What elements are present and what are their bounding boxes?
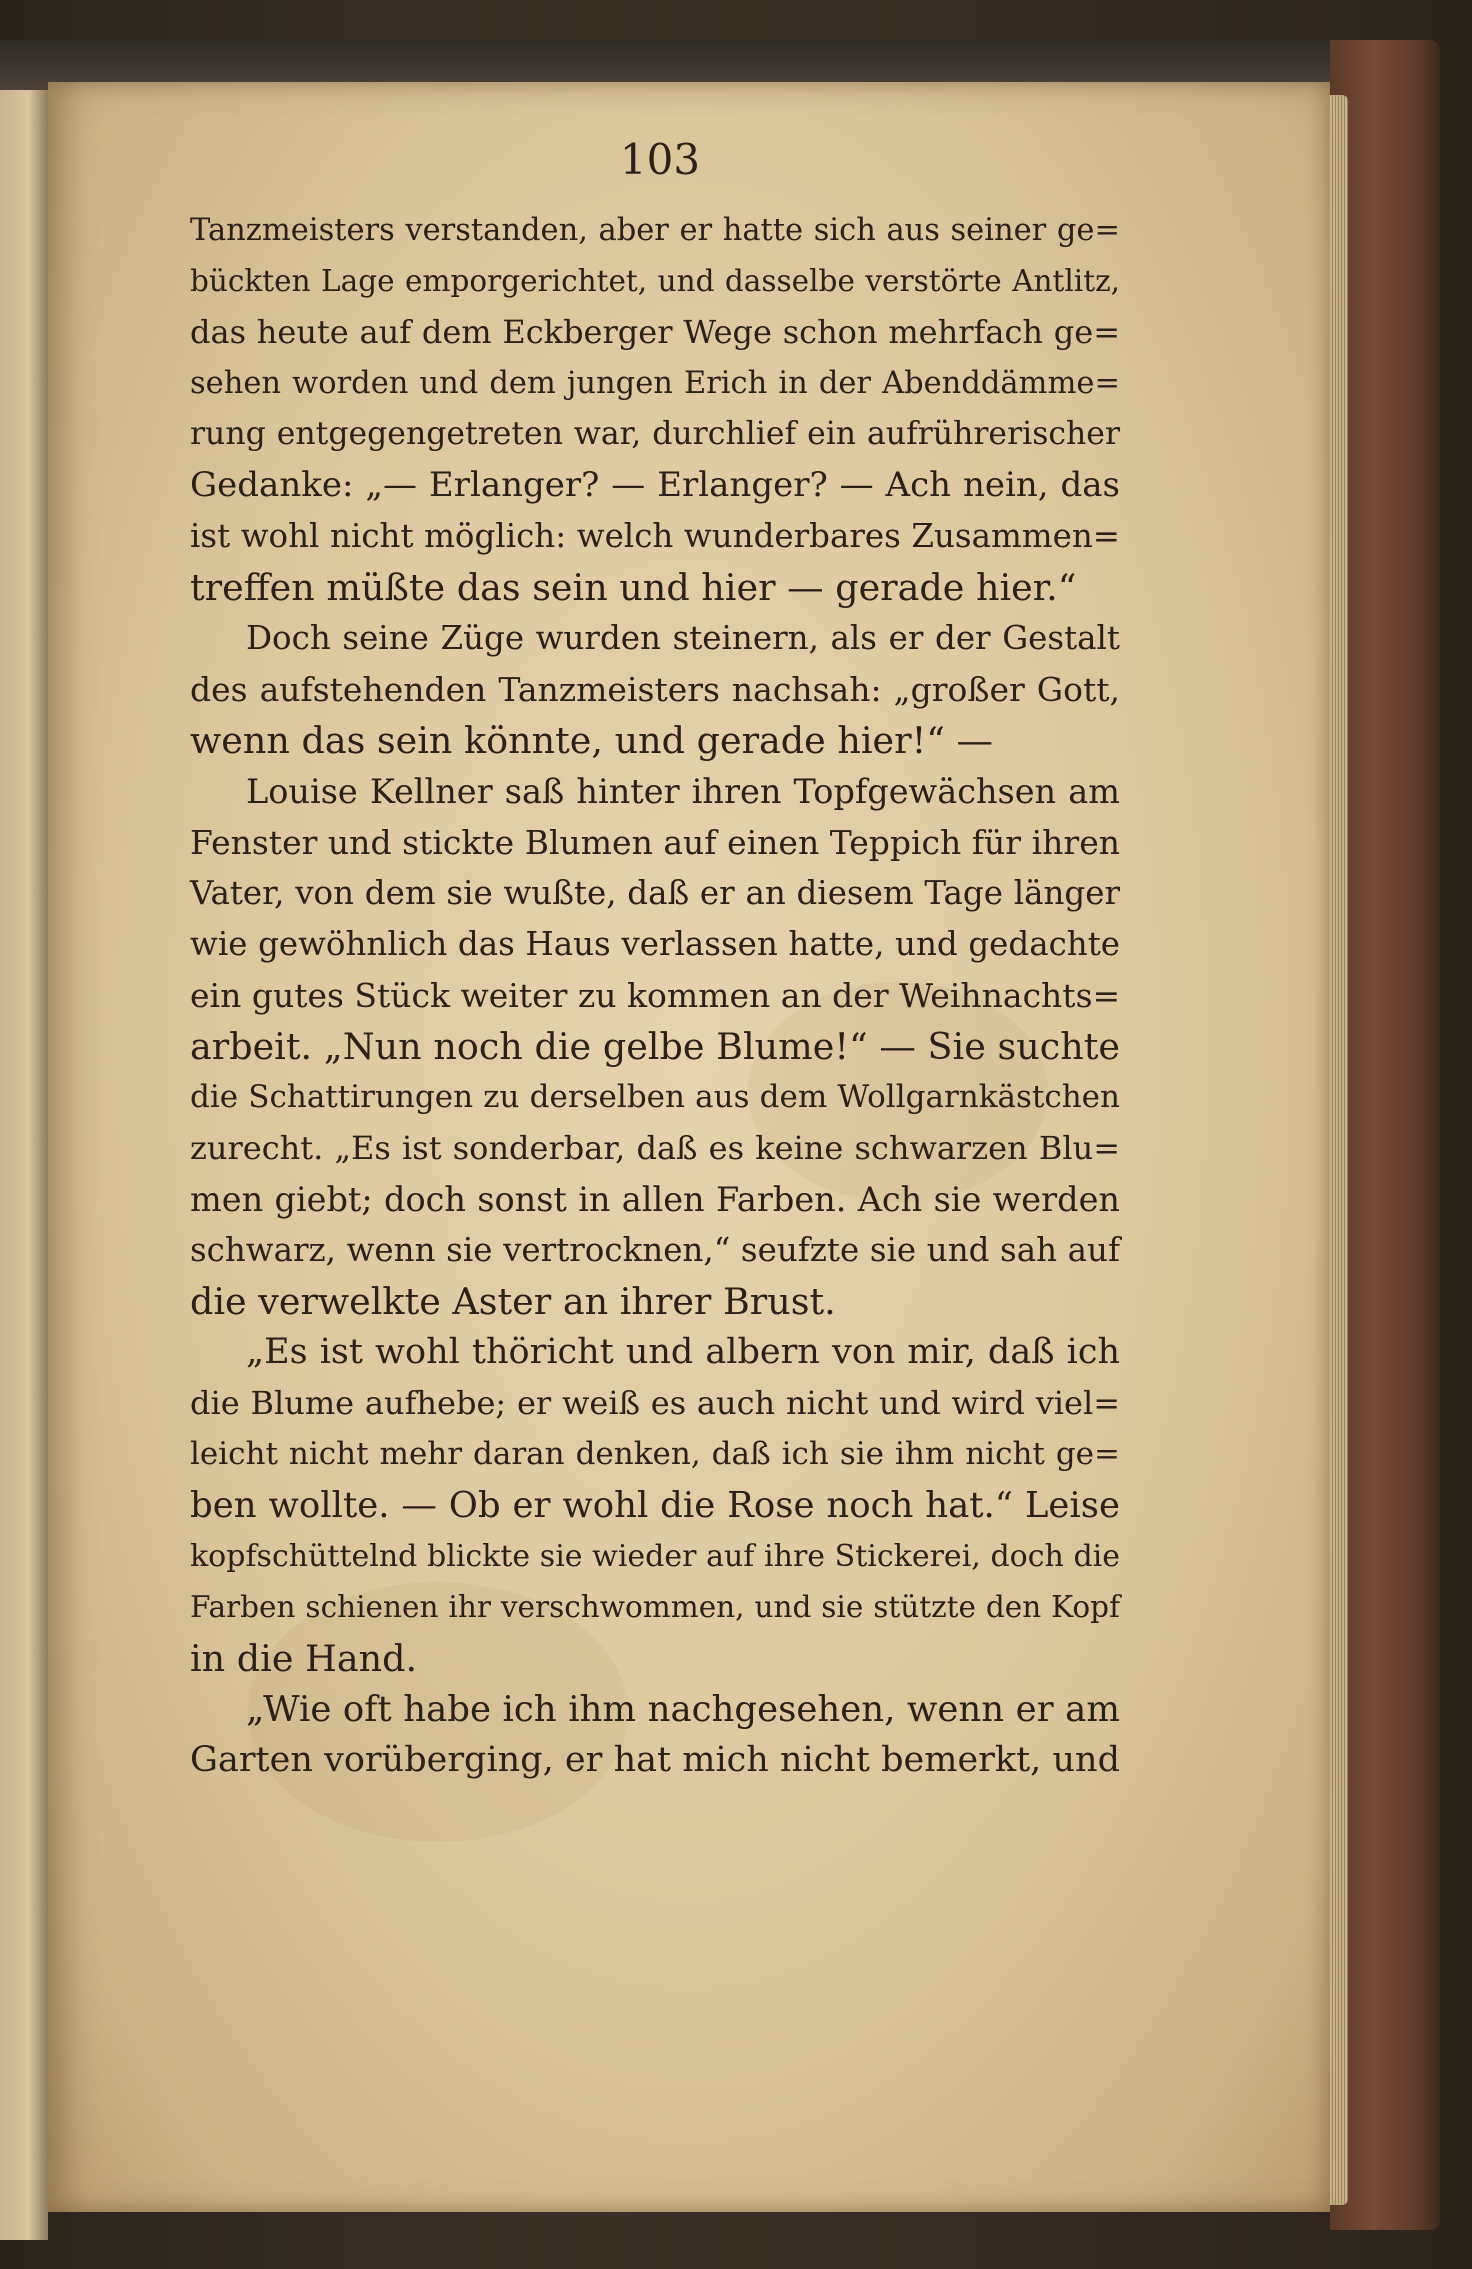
text-line: arbeit. „Nun noch die gelbe Blume!“ — Sie suchte — [190, 1025, 1120, 1068]
text-line: kopfschüttelnd blickte sie wieder auf ihre Stickerei, doch die — [190, 1539, 1120, 1574]
text-line: zurecht. „Es ist sonderbar, daß es keine schwarzen Blu= — [190, 1129, 1120, 1167]
text-line: wie gewöhnlich das Haus verlassen hatte, und gedachte — [190, 925, 1120, 963]
text-line: Vater, von dem sie wußte, daß er an diesem Tage länger — [190, 874, 1120, 912]
text-line: sehen worden und dem jungen Erich in der Abenddämme= — [190, 366, 1120, 401]
body-text — [190, 205, 1120, 1786]
text-line: „Es ist wohl thöricht und albern von mir, daß ich — [246, 1332, 1120, 1372]
text-line: „Wie oft habe ich ihm nachgesehen, wenn er am — [246, 1689, 1120, 1730]
text-line: ben wollte. — Ob er wohl die Rose noch hat.“ Leise — [190, 1485, 1120, 1526]
text-line: Doch seine Züge wurden steinern, als er der Gestalt — [246, 619, 1120, 657]
text-line: Tanzmeisters verstanden, aber er hatte sich aus seiner ge= — [190, 213, 1120, 248]
text-line: men giebt; doch sonst in allen Farben. Ach sie werden — [190, 1180, 1120, 1219]
text-line: schwarz, wenn sie vertrocknen,“ seufzte sie und sah auf — [190, 1231, 1120, 1269]
text-line: die Blume aufhebe; er weiß es auch nicht und wird viel= — [190, 1384, 1120, 1422]
text-line: leicht nicht mehr daran denken, daß ich sie ihm nicht ge= — [190, 1436, 1120, 1472]
facing-page-edge — [0, 90, 48, 2240]
text-line: ein gutes Stück weiter zu kommen an der Weihnachts= — [190, 976, 1121, 1015]
text-line: Louise Kellner saß hinter ihren Topfgewächsen am — [246, 772, 1120, 811]
text-line: ist wohl nicht möglich: welch wunderbares Zusammen= — [190, 517, 1120, 555]
text-line: des aufstehenden Tanzmeisters nachsah: „großer Gott, — [190, 670, 1120, 709]
text-line: das heute auf dem Eckberger Wege schon mehrfach ge= — [190, 313, 1120, 351]
text-line: Fenster und stickte Blumen auf einen Teppich für ihren — [190, 823, 1120, 862]
text-line: in die Hand. — [190, 1637, 418, 1680]
page-number: 103 — [619, 135, 701, 184]
text-line: rung entgegengetreten war, durchlief ein aufrührerischer — [190, 416, 1120, 452]
text-line: wenn das sein könnte, und gerade hier!“ — — [190, 719, 993, 762]
text-line: treffen müßte das sein und hier — gerade hier.“ — [190, 566, 1077, 609]
text-line: bückten Lage emporgerichtet, und dasselbe verstörte Antlitz, — [190, 264, 1120, 298]
text-line: Garten vorüberging, er hat mich nicht bemerkt, und — [190, 1740, 1120, 1780]
text-line: die verwelkte Aster an ihrer Brust. — [190, 1280, 836, 1323]
text-line: Farben schienen ihr verschwommen, und sie stützte den Kopf — [190, 1590, 1120, 1624]
text-line: die Schattirungen zu derselben aus dem Wollgarnkästchen — [190, 1079, 1120, 1115]
text-line: Gedanke: „— Erlanger? — Erlanger? — Ach nein, das — [190, 465, 1120, 505]
